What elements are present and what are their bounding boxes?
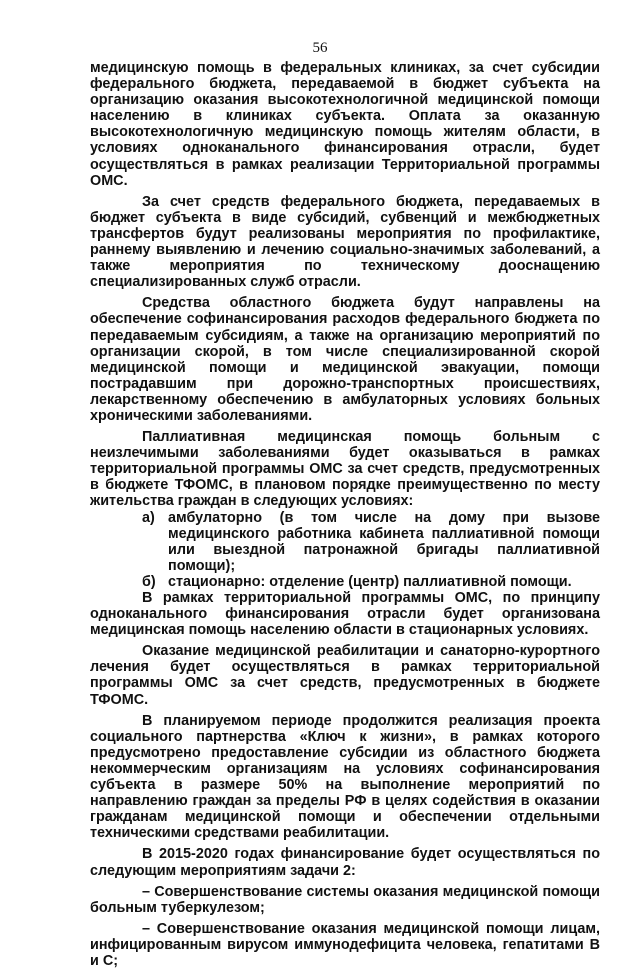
paragraph-regional-budget: Средства областного бюджета будут направлены на обеспечение софинансирования расходов федерального бюджета по передаваемым субсидиям, а также на организацию мероприятий по организации скорой, в том числе специализированной скорой медицинской помощи и медицинской эвакуации, помощи пострадавшим при дорожно-транспортных происшествиях, лекарственному обеспечению в амбулаторных условиях больных хроническими заболеваниями. [90, 295, 600, 424]
paragraph-oms-inpatient: В рамках территориальной программы ОМС, по принципу одноканального финансирования отрасли будет организована медицинская помощь населению области в стационарных условиях. [90, 590, 600, 639]
list-item-text: стационарно: отделение (центр) паллиативной помощи. [168, 573, 572, 590]
paragraph-federal-budget: За счет средств федерального бюджета, передаваемых в бюджет субъекта в виде субсидий, субвенций и межбюджетных трансфертов будут реализованы мероприятия по профилактике, раннему выявлению и лечению социально-значимых заболеваний, а также мероприятия по техническому дооснащению специализированных служб отрасли. [90, 193, 600, 291]
paragraph-continuation: медицинскую помощь в федеральных клиниках, за счет субсидии федерального бюджета, передаваемой в бюджет субъекта на организацию оказания высокотехнологичной медицинской помощи населению в клиниках субъекта. Оплата за оказанную высокотехнологичную медицинскую помощь жителям области, в условиях одноканального финансирования отрасли, будет осуществляться в рамках реализации Территориальной программы ОМС. [90, 60, 600, 189]
paragraph-financing-2015-2020: В 2015-2020 годах финансирование будет осуществляться по следующим мероприятиям задачи 2: [90, 846, 600, 879]
list-marker: а) [142, 509, 155, 526]
document-body [90, 60, 600, 969]
list-item-outpatient [90, 510, 600, 574]
list-marker: б) [142, 573, 156, 590]
list-item-text: амбулаторно (в том числе на дому при вызове медицинского работника кабинета паллиативной помощи или выездной патронажной бригады паллиативной помощи); [168, 509, 600, 574]
paragraph-key-to-life: В планируемом периоде продолжится реализация проекта социального партнерства «Ключ к жизни», в рамках которого предусмотрено предоставление субсидии из областного бюджета некоммерческим организациям на условиях софинансирования субъекта в размере 50% на выполнение мероприятий по направлению граждан за пределы РФ в целях содействия в оказании гражданам медицинской помощи и обеспечении отдельными техническими средствами реабилитации. [90, 712, 600, 842]
paragraph-tuberculosis: – Совершенствование системы оказания медицинской помощи больным туберкулезом; [90, 883, 600, 916]
paragraph-hiv-hepatitis: – Совершенствование оказания медицинской помощи лицам, инфицированным вирусом иммунодефицита человека, гепатитами В и С; [90, 920, 600, 969]
paragraph-rehabilitation: Оказание медицинской реабилитации и санаторно-курортного лечения будет осуществляться в рамках территориальной программы ОМС за счет средств, предусмотренных в бюджете ТФОМС. [90, 643, 600, 708]
page-number: 56 [312, 40, 328, 56]
paragraph-palliative-care: Паллиативная медицинская помощь больным с неизлечимыми заболеваниями будет оказываться в рамках территориальной программы ОМС за счет средств, предусмотренных в бюджете ТФОМС, в плановом порядке преимущественно по месту жительства граждан в следующих условиях: [90, 429, 600, 510]
list-item-inpatient [90, 574, 600, 590]
